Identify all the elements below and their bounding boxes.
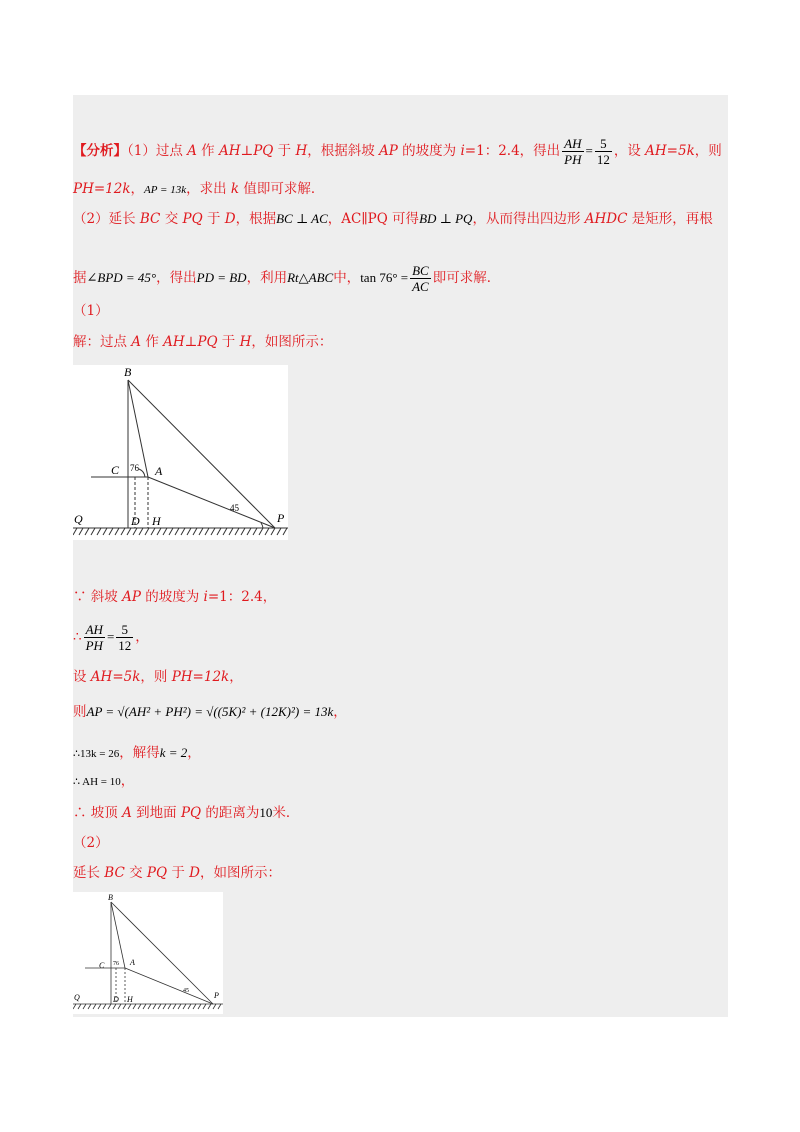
label-p: P: [214, 991, 219, 1000]
text: H: [239, 334, 252, 350]
text: ，得出: [156, 270, 197, 286]
text: 5: [116, 622, 133, 638]
text: ，: [120, 773, 135, 789]
text: 到地面: [131, 805, 181, 821]
text: k = 2: [159, 745, 188, 760]
text: AP = 13k: [144, 184, 187, 196]
ground-hatch: [73, 528, 287, 535]
text: ，: [135, 629, 149, 645]
text: i: [460, 143, 465, 159]
therefore-fraction-line: [73, 622, 149, 653]
text: ∠BPD = 45°: [86, 270, 157, 285]
text: ，求出: [186, 181, 231, 197]
text: D: [189, 865, 200, 881]
label-c: C: [99, 961, 105, 970]
fraction-ah-ph-2: [84, 622, 105, 653]
text: 的坡度为: [140, 589, 204, 605]
text: ，根据: [235, 211, 277, 227]
fraction-ah-ph: [562, 136, 583, 167]
line-bp: [128, 380, 275, 528]
conclusion-line: [73, 804, 299, 822]
text: 12: [118, 638, 132, 653]
text: PH: [564, 152, 582, 167]
text: ，设: [613, 143, 646, 159]
angle-45-arc: [261, 523, 263, 528]
angle-76-arc: [139, 469, 145, 477]
text: 中，: [333, 270, 361, 286]
text: BC: [139, 211, 161, 227]
label-p: P: [277, 511, 285, 525]
label-c: C: [111, 463, 120, 477]
text: 是矩形，再根: [627, 211, 713, 227]
text: AH=5k: [90, 669, 141, 685]
text: BD ⊥ PQ: [419, 211, 473, 226]
ap-formula-line: [73, 703, 347, 721]
text: AP: [122, 589, 141, 605]
text: PQ: [180, 805, 202, 821]
text: 交: [160, 211, 183, 227]
text: 米．: [272, 805, 300, 821]
text: 作: [196, 143, 219, 159]
text: ，: [333, 704, 347, 720]
line-ap: [148, 477, 275, 528]
label-d: D: [131, 514, 140, 528]
text: PH=12k: [171, 669, 230, 685]
label-q: Q: [74, 993, 80, 1002]
analysis-line-1: [73, 136, 722, 167]
text: （1）过点: [127, 143, 188, 159]
text: PQ: [182, 211, 203, 227]
label-h: H: [127, 995, 133, 1004]
text: ，利用: [246, 270, 288, 286]
text: 5: [595, 136, 612, 152]
text: ，则: [694, 143, 722, 159]
text: BC: [104, 865, 125, 881]
text: PD = BD: [196, 270, 247, 285]
text: ∴: [73, 629, 82, 645]
part2-label: （2）: [73, 835, 109, 851]
text: ，根据斜坡: [307, 143, 380, 159]
text: ，如图所示：: [251, 334, 333, 350]
label-b: B: [108, 893, 113, 902]
line-bp: [111, 902, 213, 1004]
text: A: [122, 805, 132, 821]
text: ∴ 坡顶: [73, 805, 123, 821]
text: 12: [596, 152, 610, 167]
text: AH=5k: [645, 143, 695, 159]
label-a: A: [130, 958, 135, 967]
label-q: Q: [74, 512, 83, 526]
label-angle-76: 76: [113, 961, 119, 967]
text: ，: [187, 745, 201, 761]
label-a: A: [155, 464, 163, 478]
ground-hatch: [73, 1004, 221, 1009]
figure-2: [73, 892, 223, 1014]
text: BC: [412, 263, 429, 278]
text: 值即可求解．: [239, 181, 325, 197]
analysis-line-2: [73, 180, 324, 199]
text: AH⊥PQ: [163, 334, 218, 350]
label-h: H: [152, 514, 161, 528]
text: 于: [273, 143, 296, 159]
text: 于: [167, 865, 190, 881]
text: 设: [73, 669, 91, 685]
text: 的坡度为: [397, 143, 461, 159]
part2-text: [73, 864, 281, 882]
text: i: [203, 589, 208, 605]
text: 则: [73, 704, 87, 720]
text: AC: [412, 279, 429, 294]
text: 的距离为: [201, 805, 260, 821]
text: 据: [73, 270, 87, 286]
text: ，则: [140, 669, 172, 685]
text: ，AC∥PQ 可得: [327, 211, 420, 227]
text: ，: [229, 669, 243, 685]
text: AH: [564, 136, 582, 151]
text: ∵ 斜坡: [73, 589, 123, 605]
text: PH: [85, 638, 103, 653]
text: 交: [124, 865, 147, 881]
text: PQ: [146, 865, 168, 881]
label-d: D: [113, 995, 119, 1004]
text: D: [224, 211, 236, 227]
line-ap: [125, 968, 213, 1004]
ah-10-line: [73, 772, 134, 791]
line-ba: [111, 902, 125, 968]
fraction-5-12-2: [116, 622, 133, 653]
text: ∴13k = 26: [73, 748, 120, 760]
text: =: [106, 629, 115, 644]
text: （2）延长: [73, 211, 140, 227]
analysis-line-3: [73, 210, 713, 228]
text: 10: [259, 805, 273, 820]
text: 解：过点: [73, 334, 132, 350]
label-angle-76: 76: [130, 463, 139, 473]
text: AHDC: [584, 211, 628, 227]
fraction-bc-ac: [410, 263, 431, 294]
text: H: [295, 143, 308, 159]
fraction-5-12: [595, 136, 612, 167]
text: BC ⊥ AC: [276, 211, 328, 226]
analysis-tag: 【分析】: [73, 143, 127, 159]
text: AP: [379, 143, 398, 159]
text: k: [230, 181, 240, 197]
text: AH⊥PQ: [218, 143, 274, 159]
label-angle-45: 45: [183, 988, 189, 994]
since-line: [73, 588, 276, 606]
text: AH: [85, 622, 103, 637]
part1-intro: [73, 333, 332, 351]
text: ，: [130, 181, 145, 197]
solve-k-line: [73, 744, 201, 763]
text: 即可求解．: [432, 270, 501, 286]
text: PH=12k: [73, 181, 131, 197]
text: A: [131, 334, 142, 350]
set-line: [73, 668, 243, 686]
text: =: [585, 143, 593, 158]
text: ，如图所示：: [199, 865, 281, 881]
text: tan 76° =: [360, 270, 409, 285]
text: Rt△ABC: [287, 270, 334, 285]
text: A: [187, 143, 197, 159]
part1-label: （1）: [73, 303, 109, 319]
figure-1: [73, 365, 288, 540]
text: 于: [202, 211, 225, 227]
label-b: B: [124, 365, 132, 379]
text: 于: [217, 334, 240, 350]
text: ∴ AH = 10: [73, 776, 121, 788]
text: =1：2.4，得出: [464, 143, 561, 159]
text: =1：2.4，: [207, 589, 277, 605]
analysis-line-4: [73, 263, 500, 294]
ap-formula: AP = √(AH² + PH²) = √((5K)² + (12K)²) = 13k: [86, 704, 334, 719]
text: ，从而得出四边形: [472, 211, 585, 227]
label-angle-45: 45: [230, 503, 239, 513]
text: 延长: [73, 865, 105, 881]
text: 作: [141, 334, 164, 350]
text: ，解得: [119, 745, 160, 761]
